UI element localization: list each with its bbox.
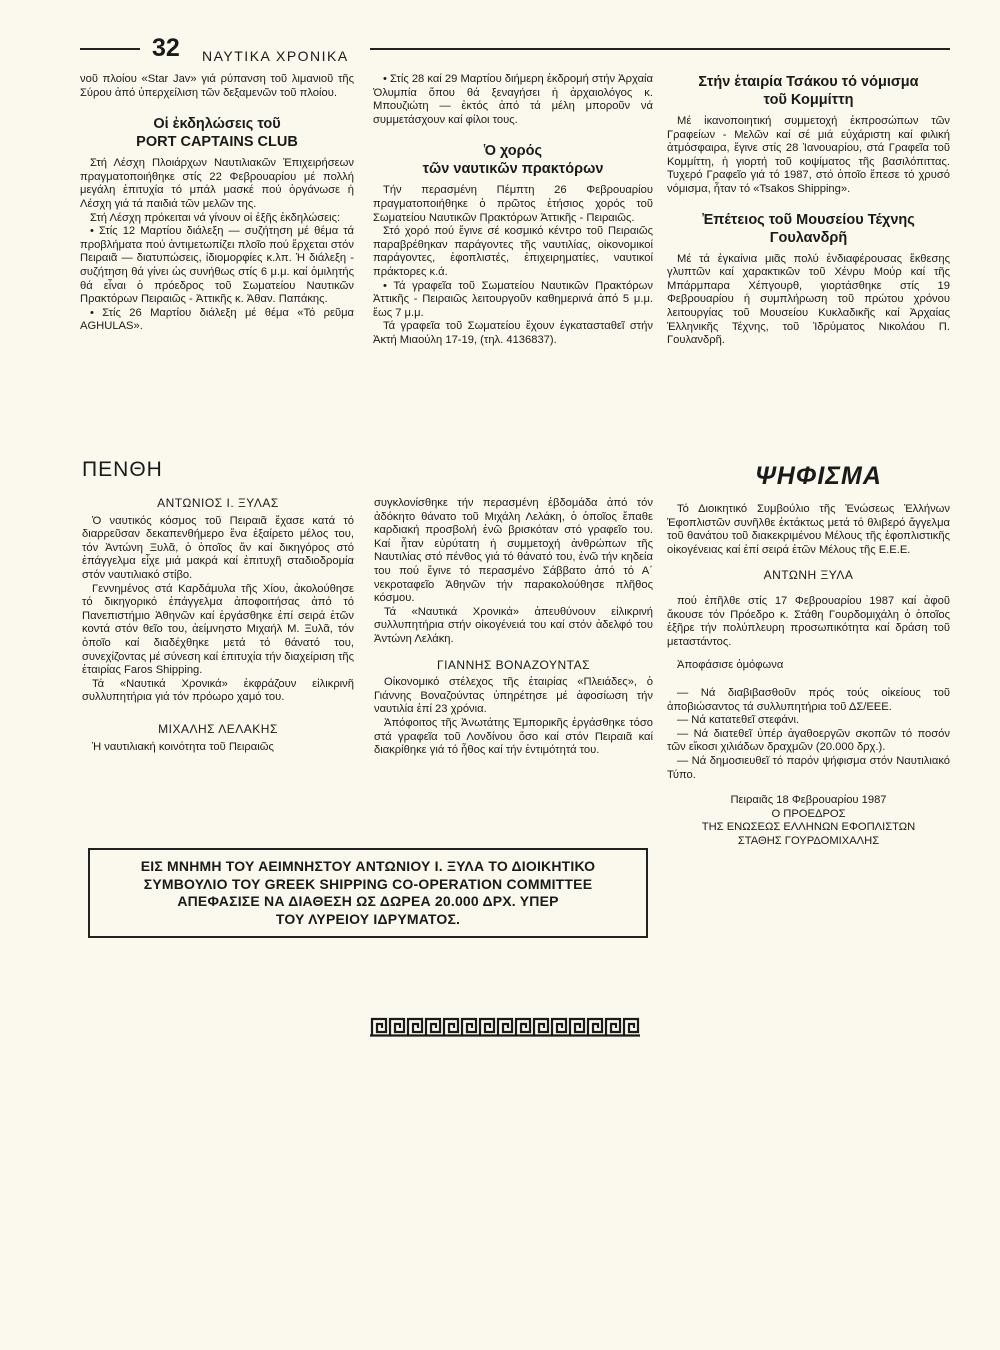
paragraph: Μέ τά ἐγκαίνια μιᾶς πολύ ἐνδιαφέρουσας ἔκθεσης γλυπτῶν καί χαρακτικῶν τοῦ Χένρυ Μούρ καί τῆς Μπάρμπαρα Χέπγουρθ, γιορτάσθηκε στίς 19 Φεβρουαρίου ἡ συμπλήρωση τοῦ πρώτου χρόνου λειτουργίας τοῦ Μουσείου Κυκλαδικῆς καί Ἀρχαίας Ἑλληνικῆς Τέχνης, τοῦ Ἱδρύματος Νικολάου Π. Γουλανδρῆ. (667, 252, 950, 347)
obituary-name: ΑΝΤΩΝΙΟΣ Ι. ΞΥΛΑΣ (157, 496, 279, 510)
obituaries-column-1 (82, 497, 354, 754)
magazine-title: ΝΑΥΤΙΚΑ ΧΡΟΝΙΚΑ (202, 48, 349, 64)
signature-line: Ο ΠΡΟΕΔΡΟΣ (771, 807, 846, 820)
paragraph: Στό χορό πού ἔγινε σέ κοσμικό κέντρο τοῦ Πειραιῶς παραβρέθηκαν παράγοντες τῆς ναυτιλίας, οἰκονομικοί παράγοντες, ἐφοπλιστές, ἐπιχειρηματίες, ναυτικοί πράκτορες κ.ά. (373, 225, 653, 278)
decision-item: — Νά κατατεθεῖ στεφάνι. (677, 714, 800, 727)
box-line: ΣΥΜΒΟΥΛΙΟ ΤΟΥ GREEK SHIPPING CO-OPERATION COMMITTEE (143, 875, 593, 892)
resolution-title: ΨΗΦΙΣΜΑ (755, 462, 882, 490)
signature-line: Πειραιᾶς 18 Φεβρουαρίου 1987 (730, 794, 887, 807)
port-captains-heading-line2: PORT CAPTAINS CLUB (136, 134, 298, 151)
paragraph: Τό Διοικητικό Συμβούλιο τῆς Ἑνώσεως Ἑλλήνων Ἐφοπλιστῶν συνῆλθε ἐκτάκτως μετά τό θλιβερό ἄγγελμα τοῦ θανάτου τοῦ διακεκριμένου Μέλους τῆς ἐφοπλιστικῆς οἰκογένειας καί ἐπί σειρά ἐτῶν Μέλους τῆς Ε.Ε.Ε. (667, 503, 950, 556)
resolution-column (667, 503, 950, 848)
column-3 (667, 73, 950, 348)
paragraph: Στή Λέσχη πρόκειται νά γίνουν οἱ ἑξῆς ἐκδηλώσεις: (90, 211, 341, 224)
paragraph: • Στίς 28 καί 29 Μαρτίου διήμερη ἐκδρομή στήν Ἀρχαία Ὀλυμπία ὅπου θά ξεναγήσει ἡ ἀρχαιολόγος κ. Μπουζιώτη — ἐκτός ἀπό τά μέλη μποροῦν νά συμμετάσχουν καί φίλοι τους. (373, 73, 653, 126)
paragraph: πού ἐπῆλθε στίς 17 Φεβρουαρίου 1987 καί ἀφοῦ ἄκουσε τόν Πρόεδρο κ. Στάθη Γουρδομιχάλη ὁ ὁποῖος ἐξῆρε τήν πολύπλευρη προσωπικότητα καί δράση τοῦ μεταστάντος. (667, 594, 950, 648)
intro-text: νοῦ πλοίου «Star Jav» γιά ρύπανση τοῦ λιμανιοῦ τῆς Σύρου ἀπό ὑπερχείλιση τῶν δεξαμενῶν τοῦ πλοίου. (80, 73, 354, 99)
box-line: ΑΠΕΦΑΣΙΣΕ ΝΑ ΔΙΑΘΕΣΗ ΩΣ ΔΩΡΕΑ 20.000 ΔΡΧ. ΥΠΕΡ (177, 893, 559, 909)
goulandris-heading-line1: Ἐπέτειος τοῦ Μουσείου Τέχνης (702, 211, 915, 228)
paragraph: • Τά γραφεῖα τοῦ Σωματείου Ναυτικῶν Πρακτόρων Ἀττικῆς - Πειραιῶς λειτουργοῦν καθημερινά ἀπό 5 μ.μ. ἕως 7 μ.μ. (373, 279, 653, 319)
tsakos-heading-line2: τοῦ Κομμίττη (763, 92, 854, 108)
page-number: 32 (152, 34, 180, 62)
box-line: ΤΟΥ ΛΥΡΕΙΟΥ ΙΔΡΥΜΑΤΟΣ. (275, 910, 461, 927)
paragraph: Τά «Ναυτικά Χρονικά» ἐκφράζουν εἰλικρινῆ συλλυπητήρια γιά τόν πρόωρο χαμό του. (82, 677, 354, 704)
paragraph: Ἀπόφοιτος τῆς Ἀνωτάτης Ἐμπορικῆς ἐργάσθηκε τόσο στά γραφεῖα τοῦ Λονδίνου ὅσο καί στόν Πειραιᾶ καί διακρίθηκε γιά τό ἦθος καί τήν ἐντιμότητά του. (374, 716, 653, 757)
paragraph: Μέ ἱκανοποιητική συμμετοχή ἐκπροσώπων τῶν Γραφείων - Μελῶν καί σέ μιά εὐχάριστη καί φιλική ἀτμόσφαιρα, ἔγινε στίς 28 Ἰανουαρίου, στά Γραφεῖα τοῦ Κομμίττη, ἡ γιορτή τοῦ κοψίματος τῆς βασιλόπιττας. Τυχερό Γραφεῖο γιά τό 1987, στό ὁποῖο ἔπεσε τό χρυσό νόμισμα, ἦταν τό «Tsakos Shipping». (667, 115, 950, 195)
decision-item: — Νά διαβιβασθοῦν πρός τούς οἰκείους τοῦ ἀποβιώσαντος τά συλλυπητήρια τοῦ ΔΣ/ΕΕΕ. (667, 686, 950, 713)
paragraph: Τήν περασμένη Πέμπτη 26 Φεβρουαρίου πραγματοποιήθηκε ὁ πρῶτος ἐτήσιος χορός τοῦ Σωματείου Ναυτικῶν Πρακτόρων Ἀττικῆς - Πειραιῶς. (373, 184, 653, 224)
meander-pattern (370, 1019, 640, 1036)
page-header (80, 34, 950, 68)
signature-line: ΤΗΣ ΕΝΩΣΕΩΣ ΕΛΛΗΝΩΝ ΕΦΟΠΛΙΣΤΩΝ (701, 821, 916, 834)
header-rule-right (370, 48, 950, 50)
column-2 (373, 73, 653, 348)
agents-ball-heading-line1: Ὁ χορός (483, 143, 543, 160)
paragraph: Ὁ ναυτικός κόσμος τοῦ Πειραιᾶ ἔχασε κατά τό διαρρεῦσαν δεκαπενθήμερο ἕνα ἐξαίρετο μέλος του, τόν Ἀντώνη Ξυλᾶ, ὁ ὁποῖος ἄν καί δικηγόρος στό ἐπάγγελμα εἶχε μιά μακρά καί ἐπιτυχῆ σταδιοδρομία στόν ναυτιλιακό στίβο. (82, 514, 354, 581)
paragraph: Ἀποφάσισε ὁμόφωνα (677, 659, 784, 672)
decision-item: — Νά δημοσιευθεῖ τό παρόν ψήφισμα στόν Ναυτιλιακό Τύπο. (667, 754, 950, 781)
greek-key-ornament (370, 1017, 640, 1037)
paragraph: Τά γραφεῖα τοῦ Σωματείου ἔχουν ἐγκατασταθεῖ στήν Ἀκτή Μιαούλη 17-19, (τηλ. 4136837). (373, 320, 653, 346)
paragraph: Στή Λέσχη Πλοιάρχων Ναυτιλιακῶν Ἐπιχειρήσεων πραγματοποιήθηκε στίς 22 Φεβρουαρίου μέ πολλή μεγάλη ἐπιτυχία τό μπάλ μασκέ πού ὀργάνωσε ἡ Λέσχη γιά τά παιδιά τῶν μελῶν της. (80, 157, 354, 210)
obituaries-column-2 (374, 497, 653, 758)
paragraph: • Στίς 12 Μαρτίου διάλεξη — συζήτηση μέ θέμα τά προβλήματα πού ἀντιμετωπίζει πλοῖο πού ἔρχεται στόν Πειραιᾶ — διατυπώσεις, ἰδιομορφίες κ.λπ. Ἡ διάλεξη - συζήτηση θά γίνει ὡς συνήθως στίς 6 μ.μ. καί ὁμιλητής θά εἶναι ὁ πρόεδρος τοῦ Σωματείου Ναυτικῶν Πρακτόρων Πειραιῶς - Ἀττικῆς κ. Ἀθαν. Παπάκης. (80, 225, 354, 306)
agents-ball-heading-line2: τῶν ναυτικῶν πρακτόρων (422, 161, 604, 178)
obituary-name: ΓΙΑΝΝΗΣ ΒΟΝΑΖΟΥΝΤΑΣ (436, 657, 590, 672)
column-1 (80, 73, 354, 334)
header-rule-left (80, 48, 140, 50)
signature-line: ΣΤΑΘΗΣ ΓΟΥΡΔΟΜΙΧΑΛΗΣ (737, 834, 880, 847)
decision-item: — Νά διατεθεῖ ὑπέρ ἀγαθοεργῶν σκοπῶν τό ποσόν τῶν εἴκοσι χιλιάδων δραχμῶν (20.000 δρχ.). (667, 727, 950, 754)
obituaries-title: ΠΕΝΘΗ (82, 458, 163, 481)
paragraph: συγκλονίσθηκε τήν περασμένη ἑβδομάδα ἀπό τόν ἀδόκητο θάνατο τοῦ Μιχάλη Λελάκη, ὁ ὁποῖος ἔπαθε καρδιακή προσβολή ἐνῶ βρισκόταν στό γραφεῖο του. Καί ἦταν εὐρύτατη ἡ συμμετοχή ἀνθρώπων τῆς Ναυτιλίας στό πένθος γιά τό θάνατό του, ἐνῶ τήν κηδεία του πού ἔγινε τό περασμένο Σάββατο ἀπό τό Α΄ νεκροταφεῖο Ἀθηνῶν τήν παρακολούθησε πλῆθος κόσμου. (374, 497, 653, 605)
resolution-name: ΑΝΤΩΝΗ ΞΥΛΑ (763, 568, 854, 583)
obituary-name: ΜΙΧΑΛΗΣ ΛΕΛΑΚΗΣ (158, 721, 278, 736)
paragraph: Γεννημένος στά Καρδάμυλα τῆς Χίου, ἀκολούθησε τό δικηγορικό ἐπάγγελμα ἀποφοιτήσας ἀπό τό Πανεπιστήμιο Ἀθηνῶν καί ἐργάσθηκε ἐπί σειρά ἐτῶν κοντά στόν θεῖο του, ἀείμνηστο Μιχαήλ Μ. Ξυλᾶ, τόν ὁποῖο καί διαδέχθηκε μετά τό θάνατό του, συνεχίζοντας μέ σύνεση καί ἐπιτυχία τήν διαχείριση τῆς ἑταιρίας Faros Shipping. (82, 582, 354, 677)
box-line: ΕΙΣ ΜΝΗΜΗ ΤΟΥ ΑΕΙΜΝΗΣΤΟΥ ΑΝΤΩΝΙΟΥ Ι. ΞΥΛΑ ΤΟ ΔΙΟΙΚΗΤΙΚΟ (140, 858, 596, 874)
paragraph: • Στίς 26 Μαρτίου διάλεξη μέ θέμα «Τό ρεῦμα AGHULAS». (80, 306, 354, 333)
goulandris-heading-line2: Γουλανδρῆ (769, 229, 848, 246)
paragraph: Ἡ ναυτιλιακή κοινότητα τοῦ Πειραιῶς (92, 740, 274, 753)
paragraph: Τά «Ναυτικά Χρονικά» ἀπευθύνουν εἰλικρινή συλλυπητήρια στήν οἰκογένειά του καί στόν ἀδελφό του Ἀντώνη Λελάκη. (374, 605, 653, 645)
port-captains-heading-line1: Οἱ ἐκδηλώσεις τοῦ (153, 116, 281, 133)
memorial-donation-box (88, 848, 648, 938)
tsakos-heading-line1: Στήν ἑταιρία Τσάκου τό νόμισμα (698, 74, 919, 90)
paragraph: Οἰκονομικό στέλεχος τῆς ἑταιρίας «Πλειάδες», ὁ Γιάννης Βοναζούντας ὑπηρέτησε μέ ἀφοσίωση τήν ναυτιλία ἐπί 23 χρόνια. (374, 676, 653, 716)
